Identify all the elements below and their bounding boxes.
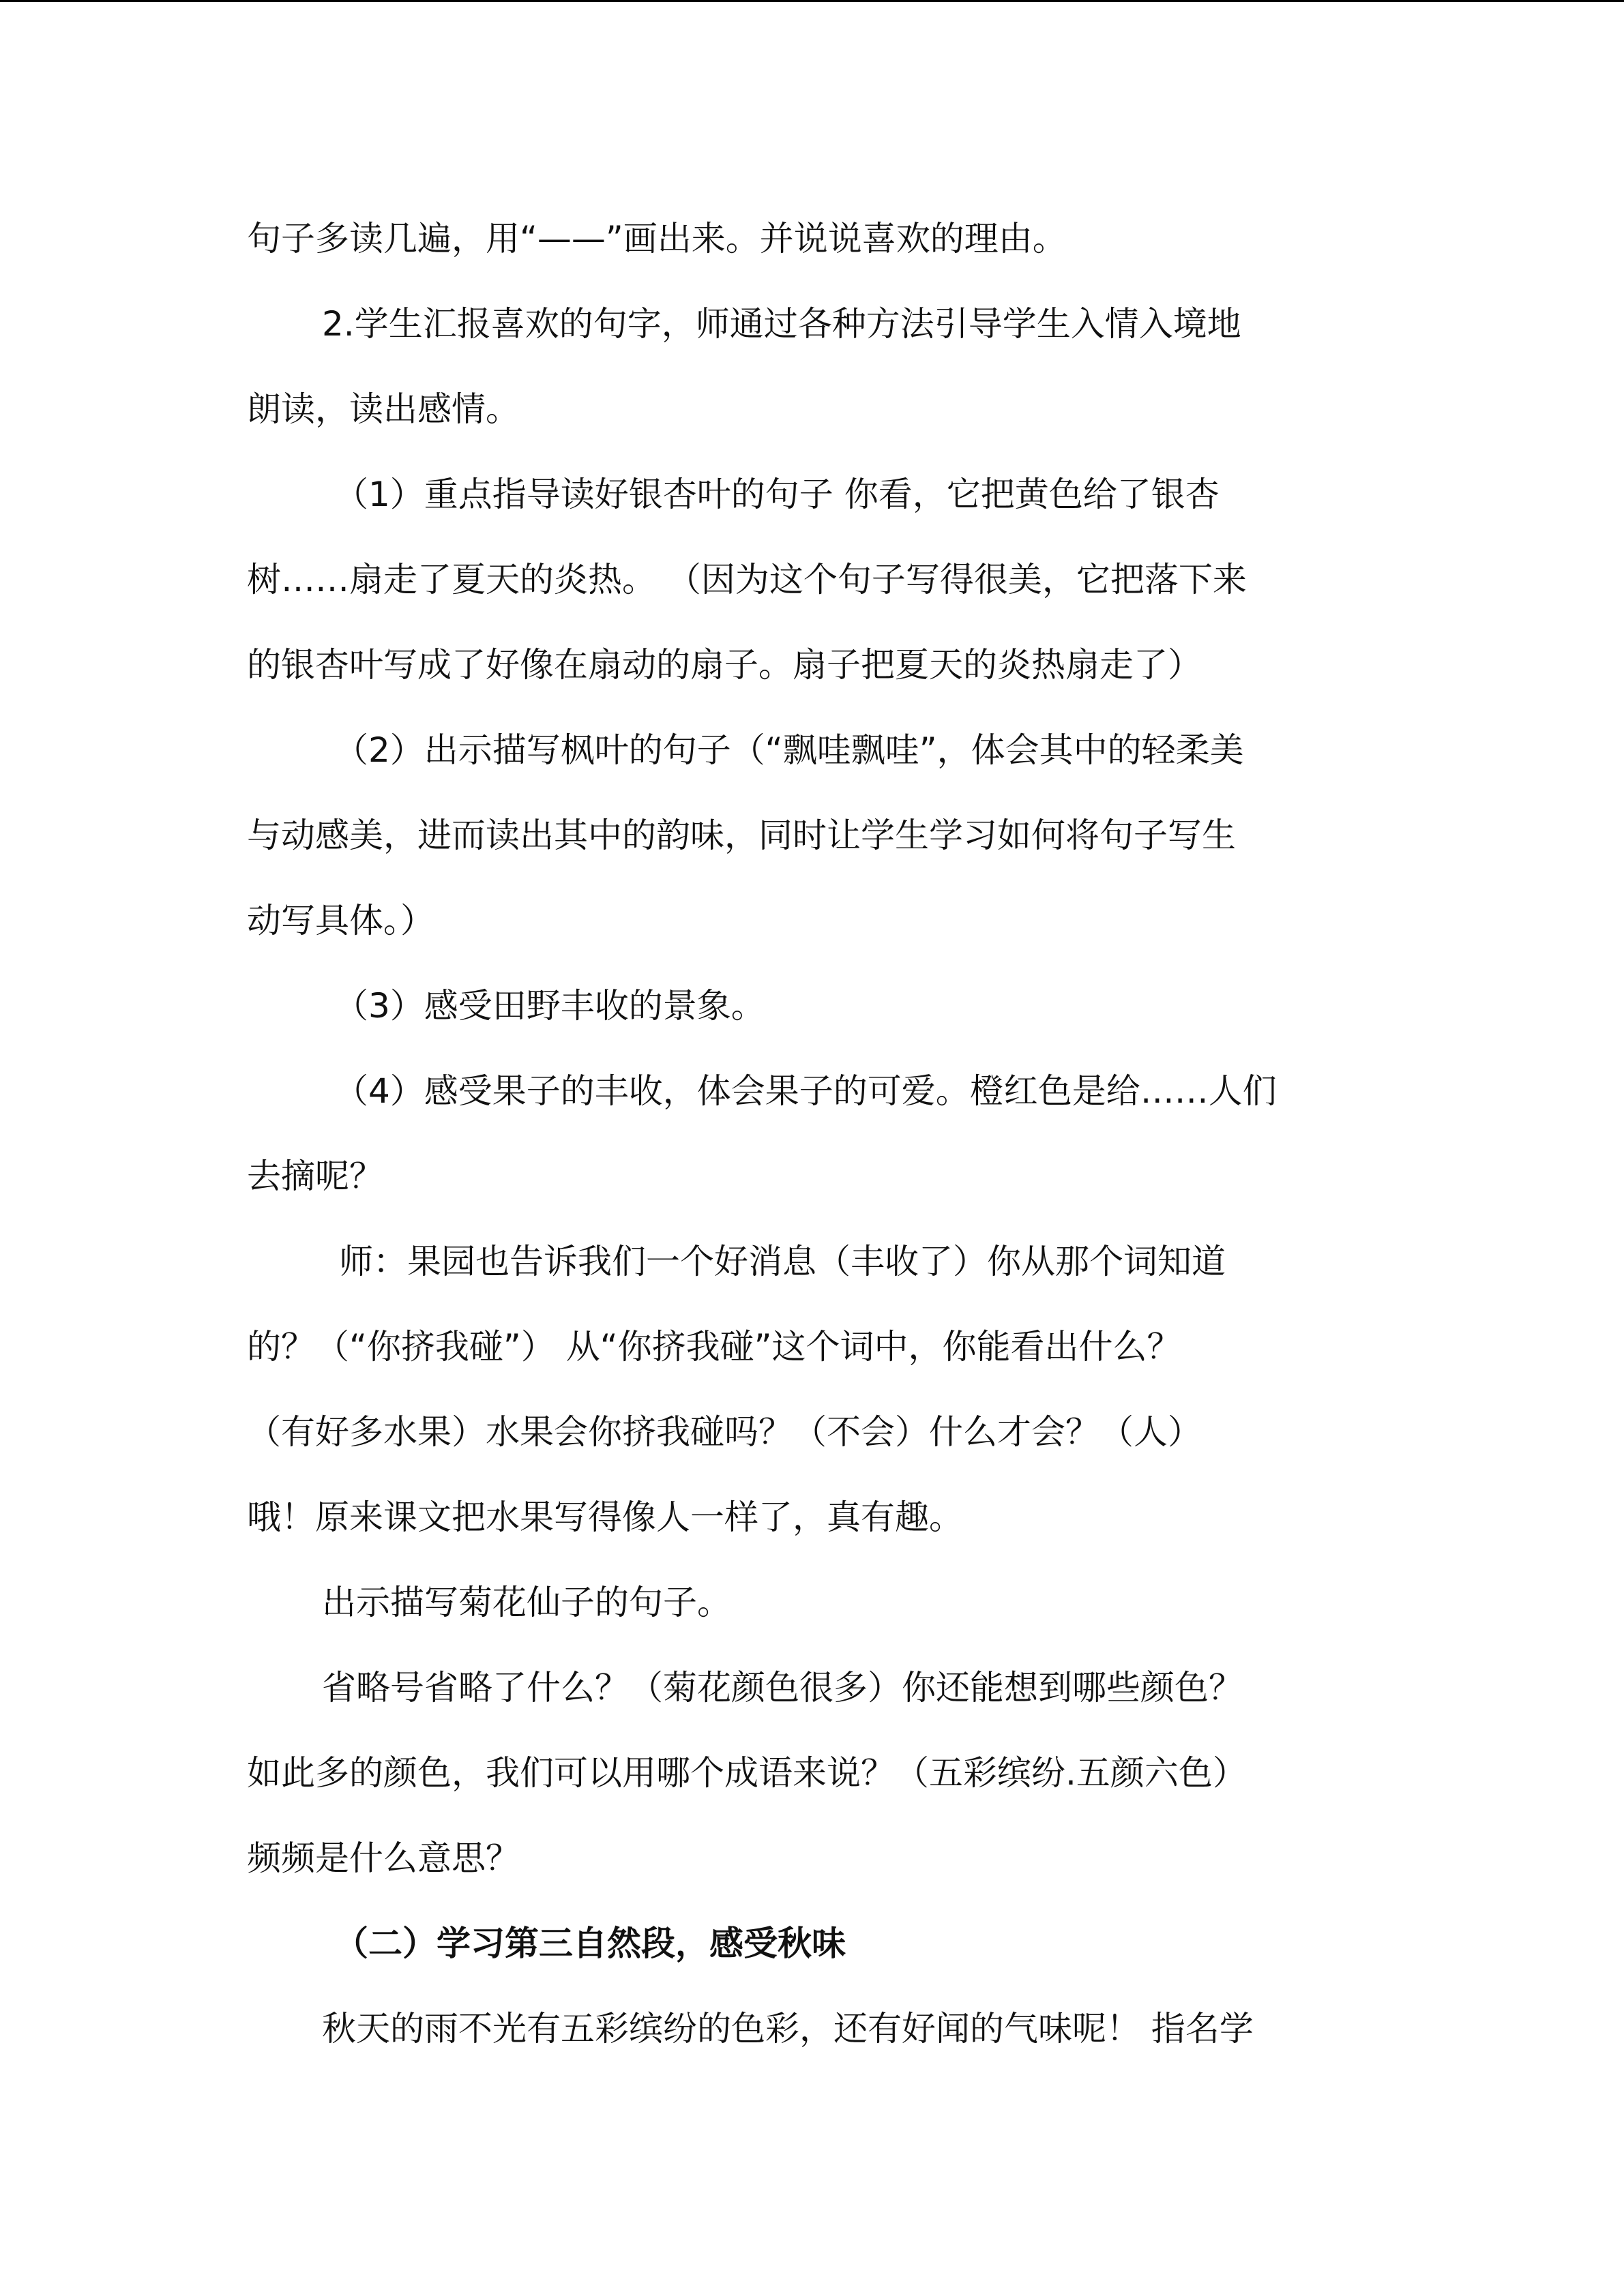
text-line: （有好多水果）水果会你挤我碰吗？（不会）什么才会？（人） <box>247 1412 1202 1452</box>
text-line: （4）感受果子的丰收，体会果子的可爱。橙红色是给……人们 <box>334 1071 1277 1111</box>
text-line: （2）出示描写枫叶的句子（“飘哇飘哇”，体会其中的轻柔美 <box>334 730 1244 770</box>
text-line: 朗读，读出感情。 <box>247 389 520 429</box>
text-line: 与动感美，进而读出其中的韵味，同时让学生学习如何将句子写生 <box>247 816 1236 855</box>
text-line: 的银杏叶写成了好像在扇动的扇子。扇子把夏天的炎热扇走了） <box>247 645 1202 685</box>
text-line: 师：果园也告诉我们一个好消息（丰收了）你从那个词知道 <box>339 1242 1226 1281</box>
page-top-border <box>0 0 1624 2</box>
text-line: 的？（“你挤我碰”） 从“你挤我碰”这个词中，你能看出什么？ <box>247 1327 1181 1367</box>
text-line: 句子多读几遍，用“——”画出来。并说说喜欢的理由。 <box>247 219 1067 258</box>
text-line: 去摘呢？ <box>247 1157 383 1196</box>
text-line: 省略号省略了什么？（菊花颜色很多）你还能想到哪些颜色？ <box>322 1668 1243 1708</box>
text-line: 2.学生汇报喜欢的句字，师通过各种方法引导学生入情入境地 <box>322 304 1241 344</box>
text-line: （3）感受田野丰收的景象。 <box>334 986 765 1026</box>
section-heading: （二）学习第三自然段，感受秋味 <box>334 1924 846 1963</box>
text-line: 动写具体。） <box>247 901 434 940</box>
text-line: 频频是什么意思？ <box>247 1838 520 1878</box>
text-line: 如此多的颜色，我们可以用哪个成语来说？（五彩缤纷.五颜六色） <box>247 1753 1247 1793</box>
text-line: （1）重点指导读好银杏叶的句子 你看，它把黄色给了银杏 <box>334 475 1220 514</box>
text-line: 出示描写菊花仙子的句子。 <box>322 1583 731 1622</box>
text-line: 树……扇走了夏天的炎热。 （因为这个句子写得很美，它把落下来 <box>247 560 1247 599</box>
text-line: 秋天的雨不光有五彩缤纷的色彩，还有好闻的气味呢！ 指名学 <box>322 2009 1254 2048</box>
text-line: 哦！原来课文把水果写得像人一样了，真有趣。 <box>247 1497 963 1537</box>
